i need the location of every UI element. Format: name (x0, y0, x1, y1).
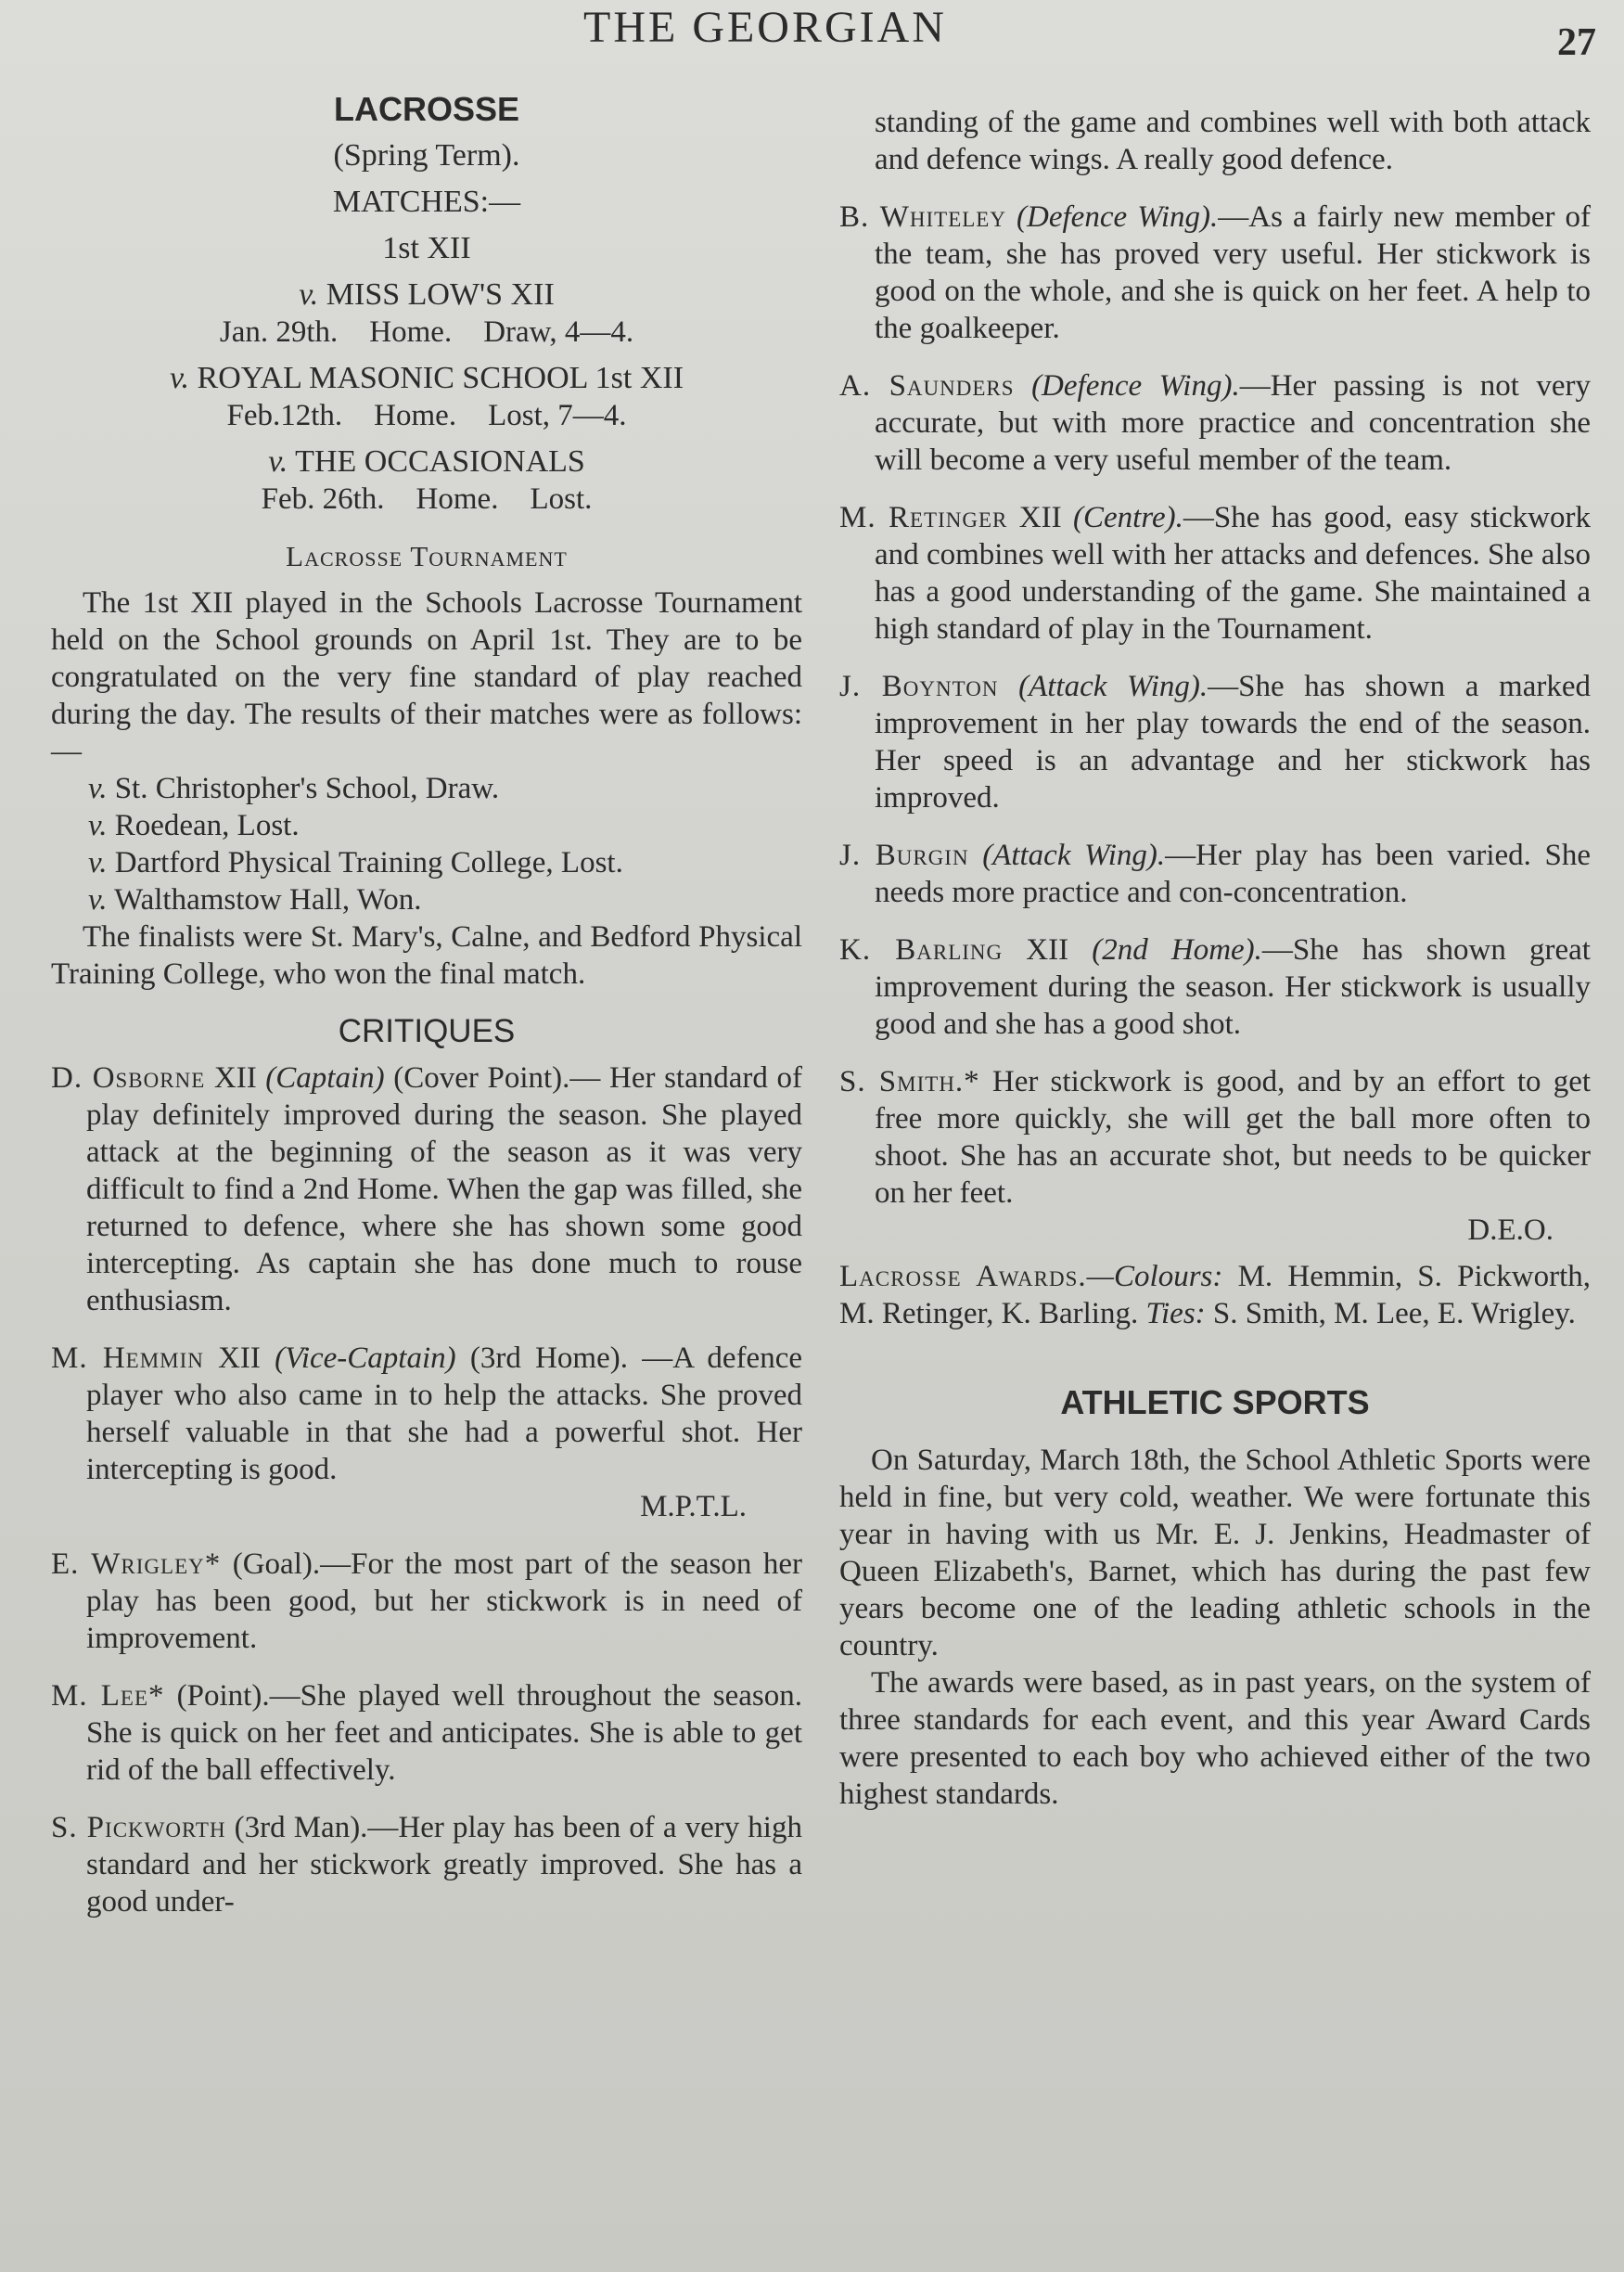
critique-text: Her stickwork is good, and by an effort to get free more quickly, she will get the ball more often to shoot. She has an accurate shot, but needs to be quicker on her feet. (875, 1065, 1592, 1210)
match-venue: Home. (369, 315, 453, 349)
critique-text: For the most part of the season her play has been good, but her stickwork is in need of improvement. (86, 1547, 803, 1655)
lacrosse-title: LACROSSE (333, 90, 520, 128)
signature: D.E.O. (1467, 1213, 1554, 1247)
match-entry (51, 443, 802, 518)
player-suffix (998, 670, 1018, 703)
critique-text: She played well throughout the season. She is quick on her feet and anticipates. She is able to get rid of the ball effectively. (86, 1679, 803, 1787)
player-position: — (1218, 200, 1249, 234)
result-text: Roedean, Lost. (114, 809, 300, 842)
ties-label: Ties: (1145, 1297, 1206, 1330)
player-name: K. Barling (839, 933, 1004, 967)
player-role: (Centre). (1073, 501, 1183, 534)
critique-entry (839, 668, 1591, 816)
versus-marker: v. (169, 361, 190, 395)
match-opponent: MISS LOW'S XII (326, 277, 555, 312)
versus-marker: v. (88, 772, 108, 805)
match-result: Lost, 7—4. (488, 399, 627, 432)
player-suffix: XII (205, 1061, 266, 1095)
player-position: — (1165, 839, 1196, 872)
versus-marker: v. (299, 277, 319, 312)
player-role: (Vice-Captain) (275, 1341, 456, 1375)
player-suffix (1015, 369, 1032, 403)
critique-entry (839, 837, 1591, 911)
player-role: (Attack Wing). (982, 839, 1166, 872)
list-item (88, 770, 802, 807)
critique-text: Her play has been of a very high standard and her stickwork greatly improved. She has a good under- (86, 1811, 802, 1919)
match-entry (51, 276, 802, 351)
match-date: Feb.12th. (226, 399, 343, 432)
player-suffix: XII (1003, 933, 1093, 967)
match-opponent: ROYAL MASONIC SCHOOL 1st XII (197, 361, 684, 395)
player-name: S. Smith.* (839, 1065, 980, 1098)
athletic-sports-heading: ATHLETIC SPORTS (1060, 1383, 1370, 1421)
critique-entry (839, 367, 1591, 479)
player-position: (Point).— (164, 1679, 301, 1713)
match-result: Lost. (530, 482, 593, 516)
player-suffix: XII (203, 1341, 275, 1375)
page-header-title: THE GEORGIAN (583, 3, 947, 52)
critique-text: Her passing is not very accurate, but with more practice and concentration she will become a very useful member of the team. (875, 369, 1591, 477)
page-number: 27 (1557, 21, 1596, 64)
player-position: (Goal).— (221, 1547, 352, 1581)
tournament-results (51, 770, 802, 918)
player-name: E. Wrigley* (51, 1547, 222, 1581)
match-entry (51, 360, 802, 434)
player-position: — (1239, 369, 1271, 403)
team-label: 1st XII (382, 231, 471, 265)
critique-entry (839, 1063, 1591, 1212)
player-position: — (1261, 933, 1293, 967)
left-column (51, 85, 802, 1920)
awards-label: Lacrosse Awards. (839, 1260, 1087, 1293)
critique-text: Her play has been varied. She needs more practice and con-concentration. (875, 839, 1592, 909)
player-name: M. Lee* (51, 1679, 165, 1713)
player-role: (Defence Wing). (1017, 200, 1219, 234)
player-position: — (1183, 501, 1214, 534)
list-item (88, 844, 802, 881)
player-name: S. Pickworth (51, 1811, 226, 1844)
player-role: (Captain) (265, 1061, 385, 1095)
critique-entry (839, 499, 1591, 648)
athletic-paragraph: On Saturday, March 18th, the School Athletic Sports were held in fine, but very cold, weather. We were fortunate this year in having with us Mr. E. J. Jenkins, Headmaster of Queen Elizabeth's, Barnet, which has during the past few years become one of the leading athletic schools in the country. (839, 1444, 1591, 1662)
player-name: B. Whiteley (839, 200, 1006, 234)
critique-text: As a fairly new member of the team, she has proved very useful. Her stickwork is good on the whole, and she is quick on her feet. A help to the goalkeeper. (875, 200, 1592, 345)
match-opponent: THE OCCASIONALS (295, 444, 585, 479)
critique-entry (51, 1677, 802, 1789)
player-role: (2nd Home). (1092, 933, 1262, 967)
player-name: J. Burgin (839, 839, 969, 872)
signature: M.P.T.L. (640, 1490, 747, 1523)
athletic-paragraph: The awards were based, as in past years, on the system of three standards for each event, and this year Award Cards were presented to each boy who achieved either of the two highest standards. (839, 1666, 1591, 1811)
critique-entry (839, 199, 1591, 347)
match-venue: Home. (374, 399, 457, 432)
match-venue: Home. (416, 482, 499, 516)
critique-entry (51, 1059, 802, 1319)
player-suffix (969, 839, 983, 872)
critique-entry (51, 1340, 802, 1488)
right-column (839, 104, 1591, 1813)
critique-text: —A defence player who also came in to help the attacks. She proved herself valuable in that she had a powerful shot. Her intercepting is good. (86, 1341, 802, 1486)
player-suffix: XII (1007, 501, 1074, 534)
match-date: Jan. 29th. (219, 315, 339, 349)
match-result: Draw, 4—4. (483, 315, 634, 349)
critique-entry (839, 931, 1591, 1043)
list-item (88, 807, 802, 844)
critique-text: She has good, easy stickwork and combines well with her attacks and defences. She also has a good understanding of the game. She maintained a high standard of play in the Tournament. (875, 501, 1591, 646)
player-position: (3rd Man).— (225, 1811, 399, 1844)
player-role: (Attack Wing). (1018, 670, 1208, 703)
player-position (980, 1065, 992, 1098)
lacrosse-term: (Spring Term). (333, 138, 520, 173)
critiques-heading: CRITIQUES (338, 1013, 516, 1049)
player-role: (Defence Wing). (1031, 369, 1240, 403)
versus-marker: v. (88, 883, 108, 917)
critique-text: She has shown great improvement during the season. Her stickwork is usually good and she has a good shot. (875, 933, 1591, 1041)
player-suffix (1006, 200, 1017, 234)
list-item (88, 881, 802, 918)
lacrosse-awards (839, 1258, 1591, 1332)
player-name: M. Retinger (839, 501, 1008, 534)
critique-continuation: standing of the game and combines well with both attack and defence wings. A really good defence. (875, 106, 1591, 176)
ties-list: S. Smith, M. Lee, E. Wrigley. (1205, 1297, 1576, 1330)
match-date: Feb. 26th. (261, 482, 385, 516)
versus-marker: v. (88, 809, 108, 842)
player-name: A. Saunders (839, 369, 1015, 403)
critique-text: Her standard of play definitely improved during the season. She played attack at the beginning of the season as it was very difficult to find a 2nd Home. When the gap was filled, she returned to defence, where she has shown some good intercepting. As captain she has done much to rouse enthusiasm. (86, 1061, 802, 1317)
matches-label: MATCHES:— (332, 185, 521, 219)
colours-label: —Colours: (1086, 1260, 1223, 1293)
player-name: D. Osborne (51, 1061, 206, 1095)
result-text: Dartford Physical Training College, Lost. (114, 846, 623, 879)
versus-marker: v. (88, 846, 108, 879)
player-name: J. Boynton (839, 670, 999, 703)
versus-marker: v. (268, 444, 288, 479)
tournament-heading: Lacrosse Tournament (286, 540, 568, 572)
colours-list: M. Hemmin, S. Pickworth, M. Retinger, K. Barling. (839, 1260, 1591, 1330)
player-name: M. Hemmin (51, 1341, 204, 1375)
finalists-paragraph: The finalists were St. Mary's, Calne, and Bedford Physical Training College, who won the final match. (51, 920, 802, 991)
player-position: — (1208, 670, 1239, 703)
tournament-intro: The 1st XII played in the Schools Lacrosse Tournament held on the School grounds on April 1st. They are to be congratulated on the very fine standard of play reached during the day. The results of their matches were as follows:— (51, 586, 802, 768)
result-text: St. Christopher's School, Draw. (114, 772, 500, 805)
player-position: (Cover Point).— (384, 1061, 601, 1095)
critique-text: She has shown a marked improvement in her play towards the end of the season. Her speed is an advantage and her stickwork has improved. (875, 670, 1592, 815)
player-position: (3rd Home). (455, 1341, 628, 1375)
critique-entry (51, 1546, 802, 1657)
result-text: Walthamstow Hall, Won. (114, 883, 422, 917)
critique-entry (51, 1809, 802, 1920)
